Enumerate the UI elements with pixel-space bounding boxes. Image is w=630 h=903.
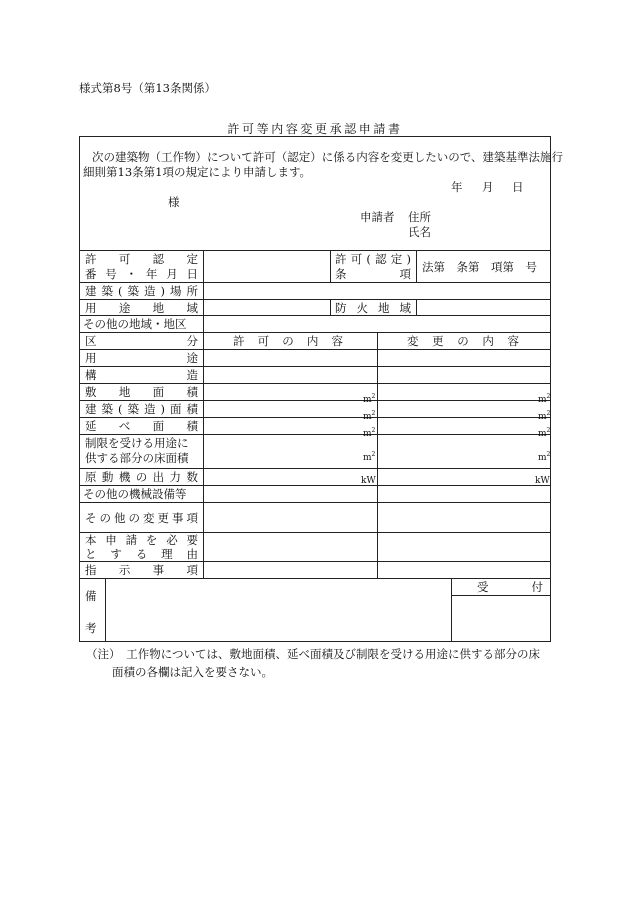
- restricted-area-unit-change: $m^2$: [538, 451, 551, 463]
- motor-output-label: 原 動 機 の 出 力 数: [85, 470, 198, 484]
- other-changes-label: そ の 他 の 変 更 事 項: [85, 510, 198, 525]
- building-area-unit-change: $m^2$: [538, 410, 551, 422]
- permit-number-label-1: 許 可 認 定: [85, 252, 198, 266]
- permit-number-label-2: 番 号 ・ 年 月 日: [85, 267, 198, 281]
- motor-output-unit-change: kW: [535, 476, 550, 486]
- building-area-label: 建 築 ( 築 造 ) 面 積: [85, 402, 198, 416]
- permit-article-label-1: 許 可 ( 認 定 ): [335, 252, 411, 266]
- reason-label-2: と す る 理 由: [85, 547, 198, 561]
- structure-label: 構 造: [85, 368, 198, 382]
- application-form-table: [79, 136, 564, 642]
- remarks-label-top: 備: [85, 589, 97, 603]
- site-location-label: 建 築 ( 築 造 ) 場 所: [85, 284, 198, 298]
- intro-line-2: 細則第13条第1項の規定により申請します。: [83, 165, 312, 179]
- date-day-label: 日: [512, 180, 524, 194]
- category-label: 区 分: [85, 334, 198, 348]
- reason-label-1: 本 申 請 を 必 要: [85, 533, 198, 547]
- other-equipment-label: その他の機械設備等: [83, 487, 187, 501]
- building-area-unit-permit: $m^2$: [363, 410, 376, 422]
- permit-content-header: 許 可 の 内 容: [233, 334, 343, 348]
- change-content-header: 変 更 の 内 容: [407, 334, 519, 348]
- total-floor-area-label: 延 べ 面 積: [85, 419, 198, 433]
- site-area-unit-change: $m^2$: [538, 393, 551, 405]
- other-districts-label: その他の地域・地区: [83, 317, 187, 331]
- use-district-label: 用 途 地 域: [85, 300, 198, 315]
- restricted-use-label-1: 制限を受ける用途に: [85, 436, 189, 450]
- fire-district-label: 防 火 地 域: [335, 300, 411, 315]
- site-area-label: 敷 地 面 積: [85, 385, 198, 399]
- use-label: 用 途: [85, 351, 198, 365]
- receipt-label: 受 付: [477, 580, 543, 594]
- instructions-label: 指 示 事 項: [85, 563, 198, 577]
- total-floor-area-unit-change: $m^2$: [538, 427, 551, 439]
- permit-article-label-2: 条 項: [335, 267, 411, 281]
- document-title: 許可等内容変更承認申請書: [227, 122, 403, 136]
- address-label: 住所: [408, 210, 431, 224]
- motor-output-unit-permit: kW: [361, 476, 376, 486]
- name-label: 氏名: [408, 225, 431, 239]
- date-year-label: 年: [451, 180, 463, 194]
- total-floor-area-unit-permit: $m^2$: [363, 427, 376, 439]
- date-month-label: 月: [482, 180, 494, 194]
- addressee-suffix: 様: [168, 195, 180, 209]
- site-area-unit-permit: $m^2$: [363, 393, 376, 405]
- note-line-1: （注） 工作物については、敷地面積、延べ面積及び制限を受ける用途に供する部分の床: [86, 647, 541, 661]
- form-number: 様式第8号（第13条関係）: [79, 81, 216, 95]
- restricted-use-label-2: 供する部分の床面積: [85, 451, 189, 465]
- law-article-field[interactable]: 法第 条第 項第 号: [422, 260, 537, 274]
- applicant-label: 申請者: [360, 210, 395, 224]
- intro-line-1: 次の建築物（工作物）について許可（認定）に係る内容を変更したいので、建築基準法施行: [92, 150, 564, 164]
- note-line-2: 面積の各欄は記入を要さない。: [112, 665, 273, 679]
- restricted-area-unit-permit: $m^2$: [363, 451, 376, 463]
- remarks-label-bottom: 考: [85, 621, 97, 635]
